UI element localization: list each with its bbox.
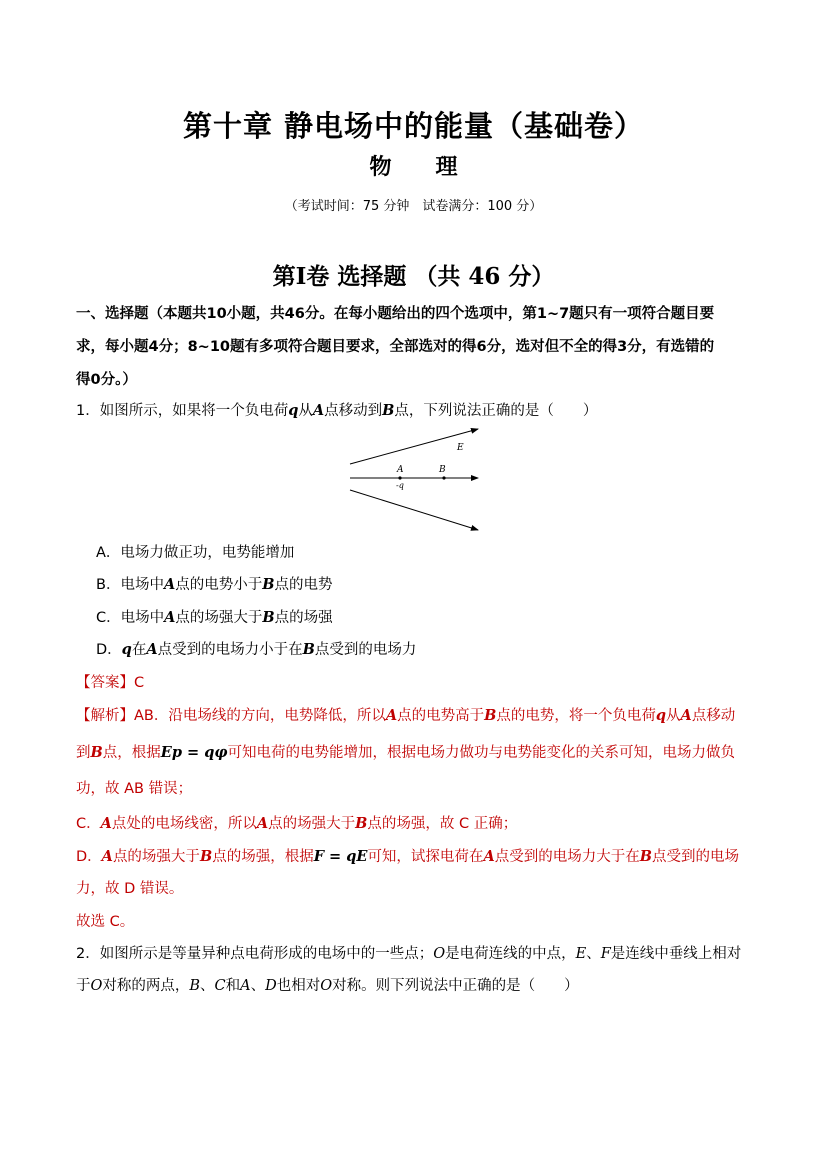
section-title: 第Ⅰ卷 选择题 （共 46 分） xyxy=(272,263,555,290)
label-b: B xyxy=(439,465,446,475)
question-2-line-1: 2．如图所示是等量异种点电荷形成的电场中的一些点；O是电荷连线的中点，E、F是连线中垂线上相对 xyxy=(76,946,742,962)
point-b-dot xyxy=(442,476,445,479)
analysis-line-2: 到B点，根据Ep = qφ可知电荷的电势能增加，根据电场力做功与电势能变化的关系可知，电场力做负 xyxy=(76,744,735,761)
question-1-stem: 1．如图所示，如果将一个负电荷q从A点移动到B点，下列说法正确的是（ ） xyxy=(76,402,598,419)
point-a-dot xyxy=(398,476,401,479)
page-title: 第十章 静电场中的能量（基础卷） xyxy=(182,109,645,143)
formula-f: F = qE xyxy=(313,848,368,865)
option-c: C．电场中A点的场强大于B点的场强 xyxy=(96,609,333,626)
instructions-line-1: 一、选择题（本题共10小题，共46分。在每小题给出的四个选项中，第1~7题只有一项符合题目要 xyxy=(76,306,715,322)
instructions-line-2: 求，每小题4分；8~10题有多项符合题目要求，全部选对的得6分，选对但不全的得3分，有选错的 xyxy=(76,339,715,355)
field-line-lower xyxy=(350,490,478,530)
analysis-line-1: 【解析】AB．沿电场线的方向，电势降低，所以A点的电势高于B点的电势，将一个负电荷q从A点移动 xyxy=(76,707,736,724)
formula-ep: Ep = qφ xyxy=(160,744,228,761)
analysis-line-5: D．A点的场强大于B点的场强，根据F = qE可知，试探电荷在A点受到的电场力大于在B点受到的电场 xyxy=(76,848,739,865)
option-b: B．电场中A点的电势小于B点的电势 xyxy=(96,576,333,593)
subject-char-1: 物 xyxy=(369,154,392,180)
option-a: A．电场力做正功，电势能增加 xyxy=(96,545,295,561)
label-e: E xyxy=(457,443,464,453)
instructions-line-3: 得0分。） xyxy=(76,372,137,388)
analysis-line-4: C．A点处的电场线密，所以A点的场强大于B点的场强，故 C 正确； xyxy=(76,815,518,832)
answer-line: 【答案】C xyxy=(76,675,145,691)
subject-heading xyxy=(0,150,827,181)
subject-char-2: 理 xyxy=(435,154,458,180)
label-neg-q: -q xyxy=(396,481,404,490)
analysis-line-7: 故选 C。 xyxy=(76,914,135,930)
analysis-line-6: 力，故 D 错误。 xyxy=(76,881,184,897)
question-2-line-2: 于O对称的两点，B、C和A、D也相对O对称。则下列说法中正确的是（ ） xyxy=(76,978,579,994)
option-d: D．q在A点受到的电场力小于在B点受到的电场力 xyxy=(96,641,417,658)
analysis-line-3: 功，故 AB 错误； xyxy=(76,781,193,797)
electric-field-figure xyxy=(340,424,490,534)
label-a: A xyxy=(397,465,404,475)
exam-info: （考试时间：75 分钟 试卷满分：100 分） xyxy=(284,199,543,214)
